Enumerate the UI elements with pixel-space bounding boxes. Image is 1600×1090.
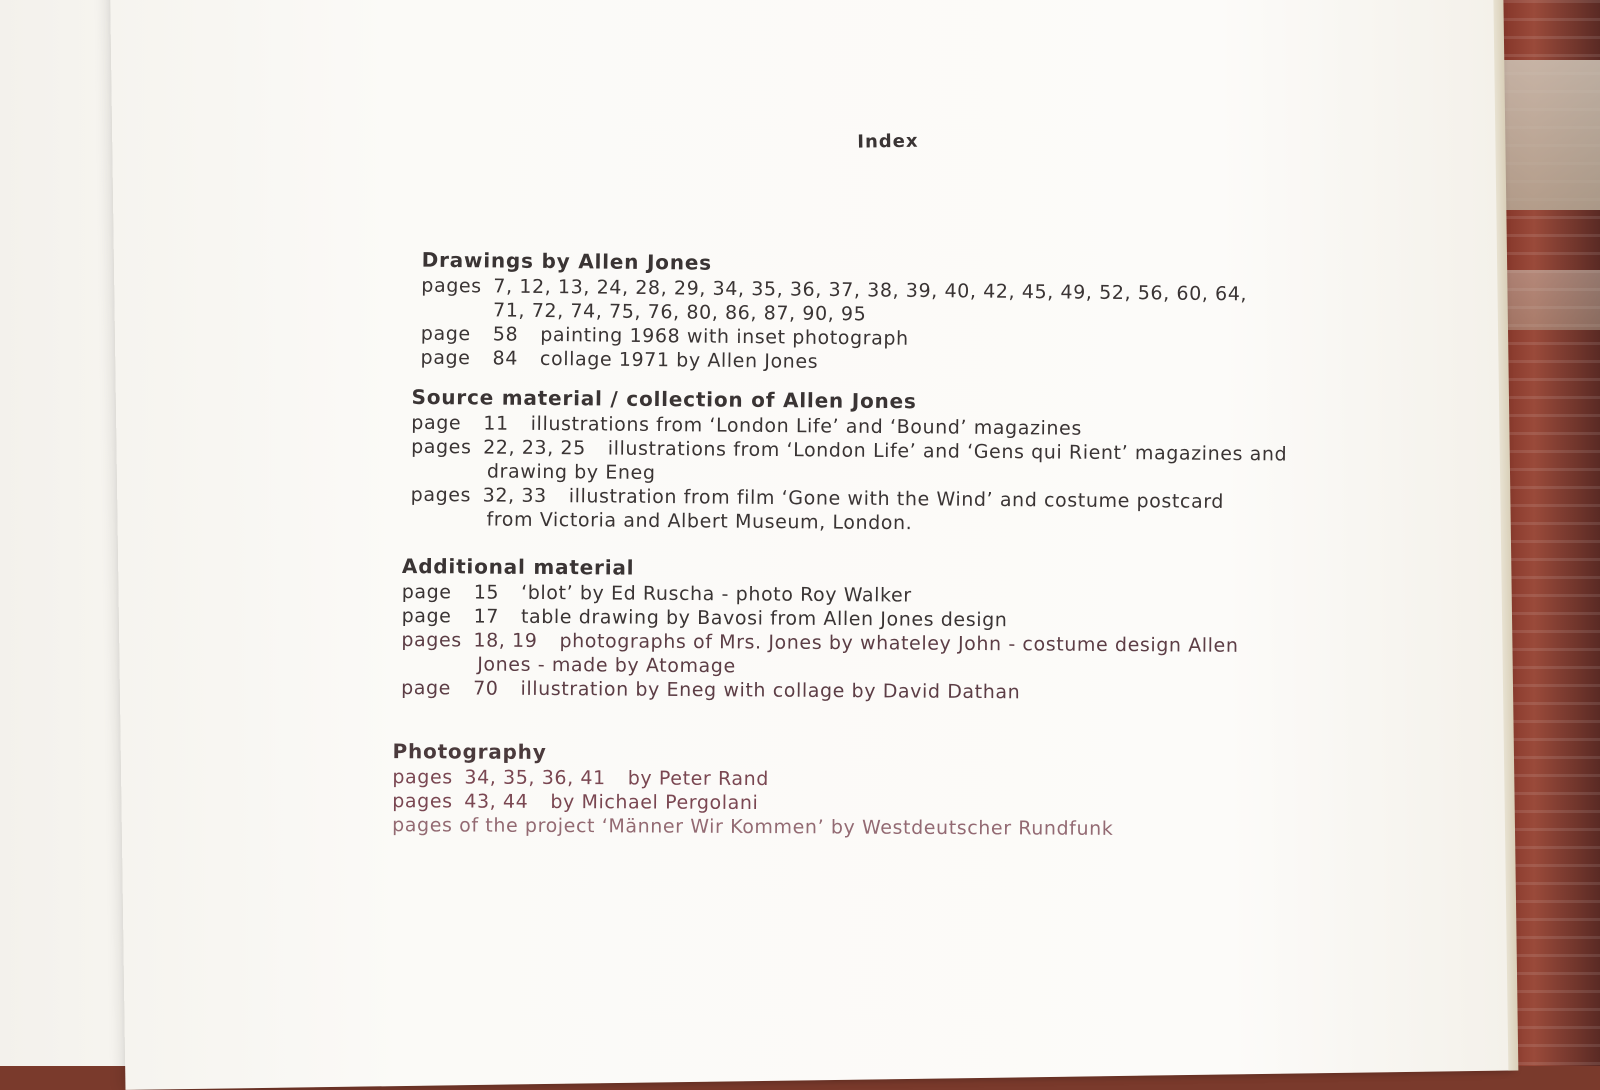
row-pages: 15 (473, 581, 500, 604)
section-heading: Photography (392, 739, 547, 764)
row-pages: 18, 19 (473, 629, 538, 652)
section-photography (392, 739, 1253, 842)
row-description: illustrations from ‘London Life’ and ‘Gens qui Rient’ magazines and (607, 437, 1288, 466)
photography-project-line: pages of the project ‘Männer Wir Kommen’ by Westdeutscher Rundfunk (392, 814, 1114, 840)
row-label: page (411, 411, 462, 435)
section-heading: Drawings by Allen Jones (421, 247, 713, 275)
row-description: by Peter Rand (627, 767, 769, 791)
row-pages: 7, 12, 13, 24, 28, 29, 34, 35, 36, 37, 38, 39, 40, 42, 45, 49, 52, 56, 60, 64, (493, 275, 1248, 306)
row-label: pages (410, 483, 472, 507)
row-label: page (401, 580, 452, 604)
page-title: Index (857, 130, 919, 153)
row-description: collage 1971 by Allen Jones (539, 347, 819, 373)
row-pages: 71, 72, 74, 75, 76, 80, 86, 87, 90, 95 (492, 299, 867, 326)
row-description: illustrations from ‘London Life’ and ‘Bound’ magazines (530, 412, 1082, 440)
row-label: pages (401, 628, 462, 652)
row-pages: 84 (492, 347, 519, 370)
row-description: ‘blot’ by Ed Ruscha - photo Roy Walker (521, 581, 912, 607)
section-additional-material (401, 554, 1302, 706)
row-description: table drawing by Bavosi from Allen Jones design (520, 605, 1008, 632)
row-label: page (401, 676, 452, 700)
row-pages: 43, 44 (464, 790, 529, 813)
row-pages: 11 (483, 412, 509, 435)
row-description: illustration by Eneg with collage by David Dathan (520, 677, 1021, 704)
row-continuation: Jones - made by Atomage (477, 653, 736, 678)
row-pages: 17 (473, 605, 500, 628)
row-label: page (420, 346, 471, 370)
row-label: pages (421, 274, 482, 298)
row-description: photographs of Mrs. Jones by whateley John - costume design Allen (559, 630, 1239, 657)
row-pages: 34, 35, 36, 41 (464, 766, 606, 790)
section-source-material (410, 385, 1311, 539)
row-label: pages (392, 790, 453, 813)
section-heading: Additional material (401, 553, 635, 580)
book-page (110, 0, 1510, 1090)
section-drawings (420, 247, 1248, 378)
row-description: illustration from film ‘Gone with the Wind’ and costume postcard (568, 485, 1225, 513)
row-label: pages (392, 766, 453, 789)
row-continuation: drawing by Eneg (486, 460, 656, 484)
row-label: page (420, 322, 471, 346)
index-row (401, 676, 1301, 706)
row-label (421, 298, 493, 323)
section-heading: Source material / collection of Allen Jones (411, 384, 917, 414)
row-pages: 70 (473, 677, 499, 700)
row-label: page (401, 604, 452, 628)
row-pages: 58 (492, 323, 519, 346)
row-description: painting 1968 with inset photograph (540, 323, 909, 350)
row-label: pages (411, 435, 472, 459)
row-continuation: from Victoria and Albert Museum, London. (486, 508, 913, 535)
row-description: by Michael Pergolani (550, 790, 759, 815)
row-pages: 32, 33 (482, 484, 547, 508)
row-pages: 22, 23, 25 (483, 436, 586, 460)
